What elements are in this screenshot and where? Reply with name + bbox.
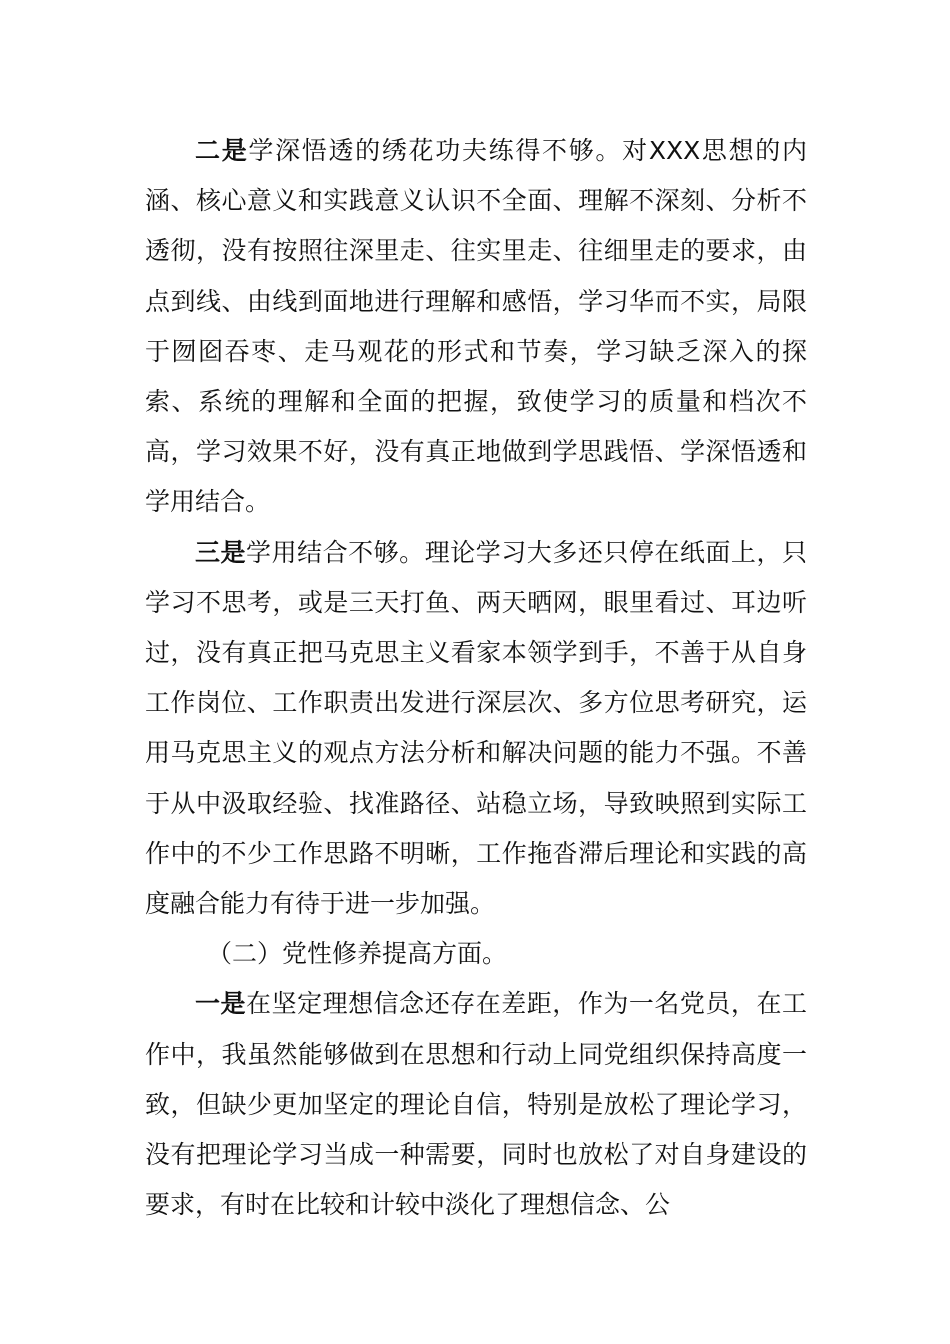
paragraph-text: 学深悟透的绣花功夫练得不够。对XXX思想的内涵、核心意义和实践意义认识不全面、理解不深刻、分析不透彻，没有按照往深里走、往实里走、往细里走的要求，由点到线、由线到面地进行理解和感悟，学习华而不实，局限于囫囵吞枣、走马观花的形式和节奏，学习缺乏深入的探索、系统的理解和全面的把握，致使学习的质量和档次不高，学习效果不好，没有真正地做到学思践悟、学深悟透和学用结合。 (145, 136, 807, 517)
paragraph-text: 在坚定理想信念还存在差距，作为一名党员，在工作中，我虽然能够做到在思想和行动上同党组织保持高度一致，但缺少更加坚定的理论自信，特别是放松了理论学习，没有把理论学习当成一种需要，同时也放松了对自身建设的要求，有时在比较和计较中淡化了理想信念、公 (145, 989, 807, 1220)
document-body (145, 126, 807, 1230)
paragraph-point-two (145, 126, 807, 528)
section-heading: （二）党性修养提高方面。 (207, 939, 508, 969)
paragraph-point-one (145, 979, 807, 1230)
paragraph-lead: 二是 (195, 136, 249, 165)
paragraph-lead: 三是 (195, 537, 247, 567)
paragraph-text: 学用结合不够。理论学习大多还只停在纸面上，只学习不思考，或是三天打鱼、两天晒网，眼里看过、耳边听过，没有真正把马克思主义看家本领学到手，不善于从自身工作岗位、工作职责出发进行深层次、多方位思考研究，运用马克思主义的观点方法分析和解决问题的能力不强。不善于从中汲取经验、找准路径、站稳立场，导致映照到实际工作中的不少工作思路不明晰，工作拖沓滞后理论和实践的高度融合能力有待于进一步加强。 (145, 537, 807, 919)
paragraph-point-three (145, 528, 807, 930)
paragraph-lead: 一是 (195, 989, 247, 1019)
